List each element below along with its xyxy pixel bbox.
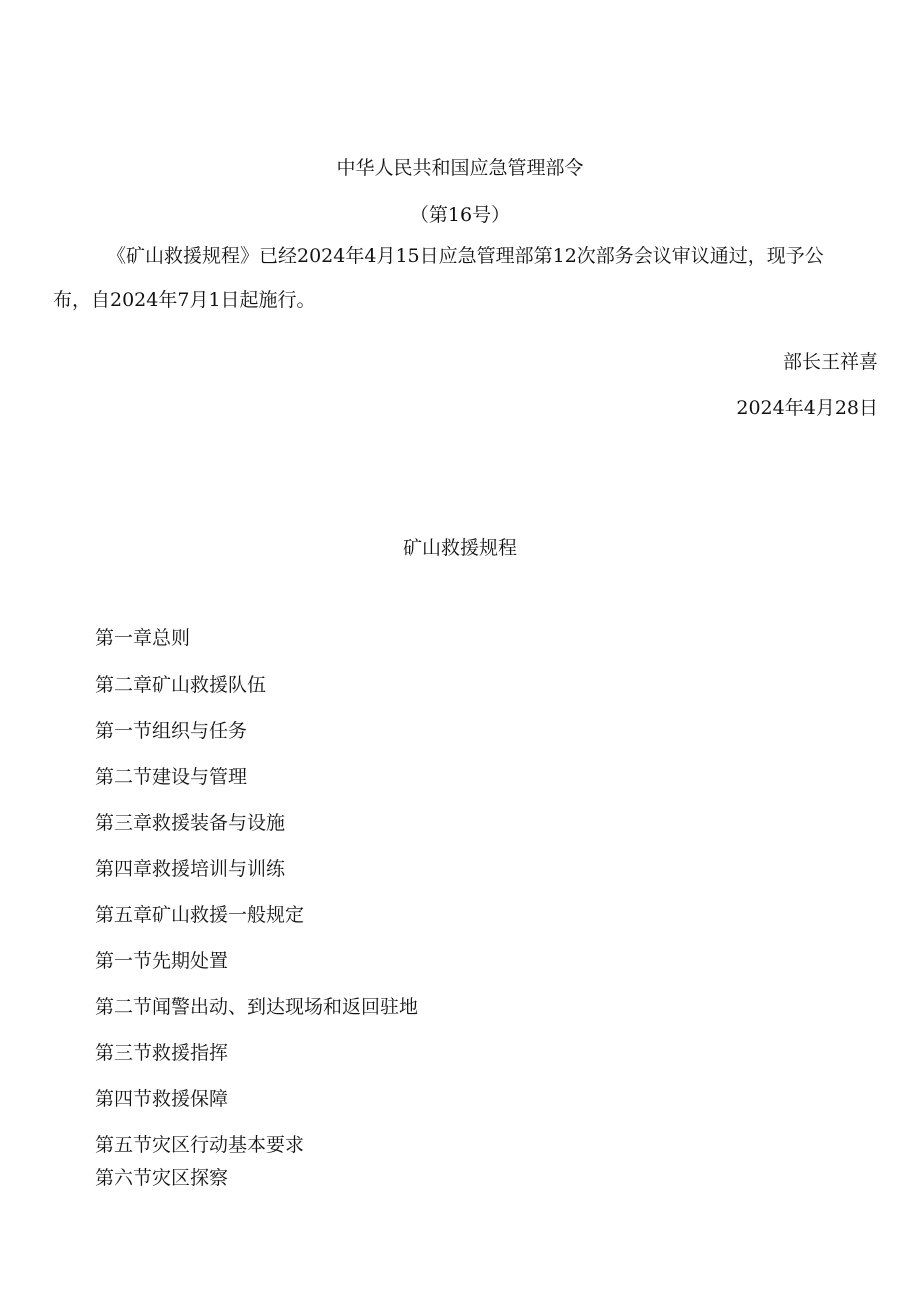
toc-item: 第三章救援装备与设施 [95, 812, 286, 834]
decree-date: 2024年4月28日 [736, 397, 878, 419]
toc-item: 第二章矿山救援队伍 [95, 674, 267, 696]
decree-body-line-2: 布，自2024年7月1日起施行。 [53, 289, 316, 311]
decree-signatory: 部长王祥喜 [782, 351, 878, 373]
toc-item: 第一节组织与任务 [95, 720, 248, 742]
toc-item: 第五章矿山救援一般规定 [95, 904, 305, 926]
toc-item: 第一节先期处置 [95, 950, 229, 972]
regulation-title: 矿山救援规程 [402, 537, 517, 559]
toc-item: 第五节灾区行动基本要求 [95, 1134, 305, 1156]
toc-item: 第二节闻警出动、到达现场和返回驻地 [95, 996, 419, 1018]
toc-item: 第四节救援保障 [95, 1088, 229, 1110]
toc-item: 第六节灾区探察 [95, 1167, 229, 1189]
toc-item: 第二节建设与管理 [95, 766, 248, 788]
toc-item: 第三节救援指挥 [95, 1042, 229, 1064]
decree-issuer: 中华人民共和国应急管理部令 [336, 157, 584, 179]
decree-body-line-1: 《矿山救援规程》已经2024年4月15日应急管理部第12次部务会议审议通过，现予公 [107, 245, 824, 267]
toc-item: 第四章救援培训与训练 [95, 858, 286, 880]
toc-item: 第一章总则 [95, 627, 191, 649]
decree-number: （第16号） [409, 204, 511, 226]
